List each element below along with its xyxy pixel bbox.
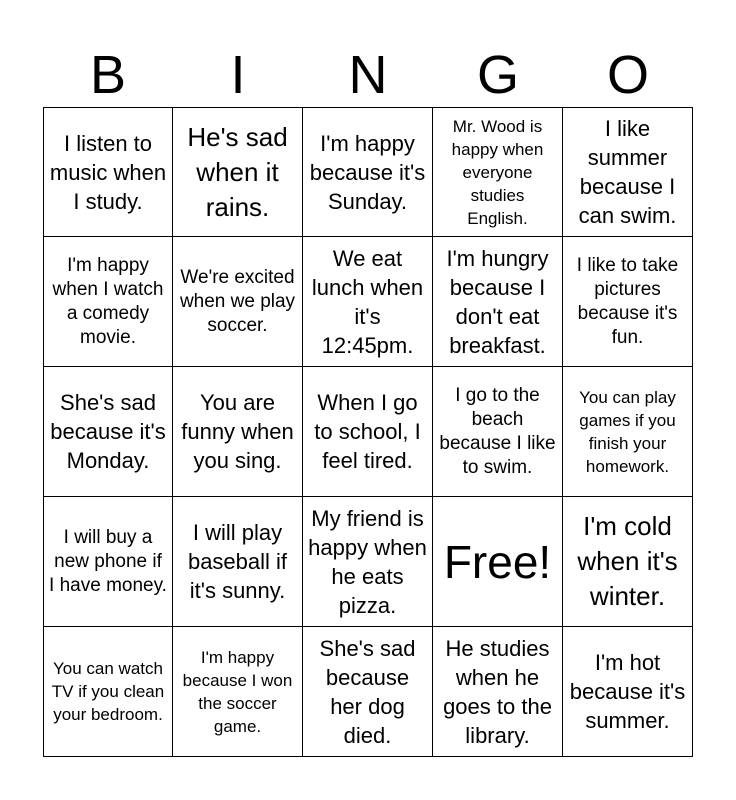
cell-text: I'm cold when it's winter. — [577, 511, 678, 611]
cell-text: I like summer because I can swim. — [578, 116, 677, 228]
header-letter-g: G — [476, 45, 519, 105]
cell-text: I will play baseball if it's sunny. — [187, 520, 288, 603]
bingo-cell[interactable] — [43, 237, 173, 367]
cell-text: I like to take pictures because it's fun. — [576, 254, 679, 348]
cell-text: She's sad because her dog died. — [319, 635, 416, 748]
bingo-cell[interactable] — [303, 627, 433, 757]
bingo-cell[interactable] — [173, 497, 303, 627]
bingo-cell[interactable] — [43, 367, 173, 497]
cell-text: Mr. Wood is happy when everyone studies English. — [451, 116, 544, 228]
bingo-header — [43, 45, 693, 105]
bingo-cell[interactable] — [173, 237, 303, 367]
bingo-cell[interactable] — [563, 367, 693, 497]
cell-text: He studies when he goes to the library. — [443, 635, 552, 748]
bingo-cell[interactable] — [303, 497, 433, 627]
bingo-cell[interactable] — [43, 627, 173, 757]
bingo-cell[interactable] — [303, 237, 433, 367]
bingo-cell[interactable] — [433, 367, 563, 497]
bingo-cell[interactable] — [563, 107, 693, 237]
cell-text: You can watch TV if you clean your bedroom. — [51, 659, 165, 724]
cell-text: I'm happy because I won the soccer game. — [182, 647, 293, 736]
cell-text: When I go to school, I feel tired. — [314, 390, 421, 473]
cell-text: I listen to music when I study. — [49, 130, 167, 214]
cell-text: I will buy a new phone if I have money. — [49, 526, 167, 596]
bingo-cell[interactable] — [433, 237, 563, 367]
cell-text: You can play games if you finish your homework. — [579, 387, 676, 476]
cell-text: I'm hungry because I don't eat breakfast. — [446, 245, 549, 358]
cell-text: I go to the beach because I like to swim. — [439, 384, 556, 478]
cell-text: I'm happy because it's Sunday. — [309, 130, 426, 214]
bingo-cell[interactable] — [303, 367, 433, 497]
cell-text: We're excited when we play soccer. — [179, 266, 296, 336]
cell-text: She's sad because it's Monday. — [50, 390, 166, 473]
header-letter-n: N — [348, 45, 388, 105]
bingo-cell[interactable] — [43, 497, 173, 627]
cell-text: He's sad when it rains. — [187, 121, 288, 222]
bingo-cell[interactable] — [433, 627, 563, 757]
bingo-cell[interactable] — [173, 627, 303, 757]
header-letter-i: I — [230, 45, 246, 105]
bingo-cell[interactable] — [563, 237, 693, 367]
cell-text: You are funny when you sing. — [181, 390, 294, 473]
bingo-cell[interactable] — [563, 497, 693, 627]
bingo-cell[interactable] — [303, 107, 433, 237]
header-letter-o: O — [606, 45, 649, 105]
bingo-cell[interactable] — [173, 367, 303, 497]
bingo-cell[interactable] — [433, 107, 563, 237]
bingo-cell[interactable] — [173, 107, 303, 237]
free-space-text: Free! — [443, 535, 552, 588]
header-letter-b: B — [89, 45, 127, 105]
bingo-cell[interactable] — [563, 627, 693, 757]
cell-text: We eat lunch when it's 12:45pm. — [311, 245, 424, 358]
free-space-cell[interactable] — [433, 497, 563, 627]
bingo-board — [43, 107, 693, 757]
cell-text: I'm hot because it's summer. — [569, 650, 686, 733]
cell-text: I'm happy when I watch a comedy movie. — [52, 254, 164, 348]
bingo-cell[interactable] — [43, 107, 173, 237]
cell-text: My friend is happy when he eats pizza. — [308, 505, 427, 618]
